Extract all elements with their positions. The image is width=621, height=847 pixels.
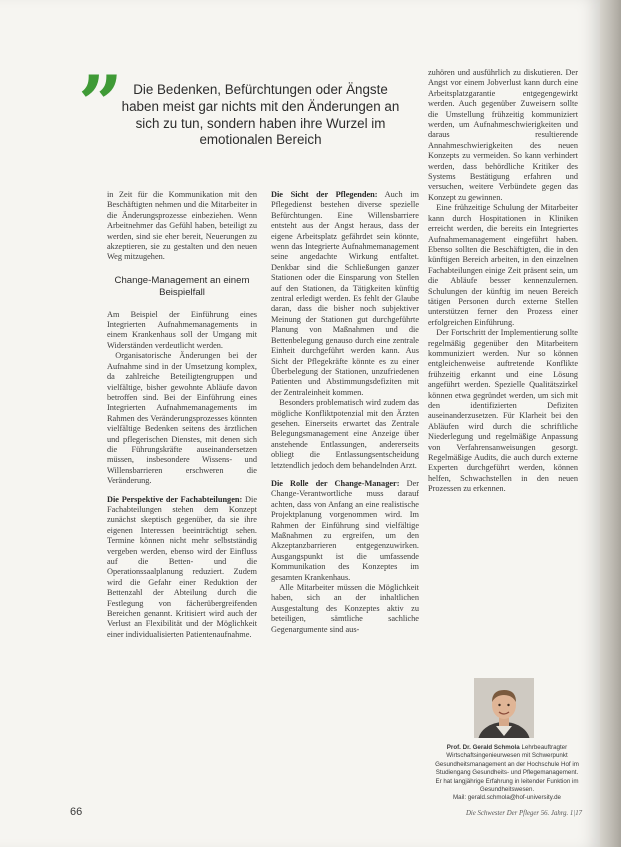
- author-email: Mail: gerald.schmola@hof-university.de: [453, 794, 561, 802]
- paragraph: zuhören und ausführlich zu diskutieren. Der Angst vor einem Jobverlust kann durch eine Arbeitsplatzgarantie entgegengewirkt werden. Auch gegenüber Zuweisern sollte die Umstellung frühzeitig kommuniziert werden, um Aufnahmeschwierigkeiten und daraus resultierende Annahmeschwierigkeiten des neuen Konzepts zu vermeiden. So kann verhindert werden, dass behördliche Kritiker des Systems Bestätigung erfahren und versuchen, weitere Verbündete gegen das Konzept zu gewinnen.: [428, 68, 578, 202]
- page-footer: Die Schwester Der Pfleger 56. Jahrg. 1|17: [465, 810, 582, 817]
- author-name: Prof. Dr. Gerald Schmola: [446, 744, 520, 751]
- author-portrait-icon: [474, 678, 534, 738]
- paragraph-lead: Die Sicht der Pflegenden:: [271, 190, 378, 199]
- quote-mark-icon: ”: [78, 59, 123, 150]
- paragraph: Alle Mitarbeiter müssen die Möglichkeit haben, sich an der inhaltlichen Ausgestaltung des Konzeptes aktiv zu beteiligen, sämtliche sachliche Gegenargumente sind aus-: [271, 583, 419, 634]
- page-number: 66: [70, 806, 83, 818]
- paragraph: in Zeit für die Kommunikation mit den Beschäftigten nehmen und die Mitarbeiter in die Änderungsprozesse einbeziehen. Wenn Arbeitnehmer das Gefühl haben, beteiligt zu werden, sind sie eher bereit, Neuerungen zu akzeptieren, sie zu gestalten und den neuen Weg mitzugehen.: [107, 190, 257, 262]
- paragraph: Die Rolle der Change-Manager: Der Change-Verantwortliche muss darauf achten, dass von Anfang an eine realistische Projektplanung vorgenommen wird. Im Rahmen der Einführung sind vielfältige Maßnahmen zu ergreifen, um den Akzeptanzbarrieren entgegenzuwirken. Ausgangspunkt ist die umfassende Kommunikation des Konzeptes im gesamten Krankenhaus.: [271, 478, 420, 582]
- text-column-1: [107, 190, 257, 640]
- paragraph: Die Perspektive der Fachabteilungen: Die Fachabteilungen stehen dem Konzept zunächst skeptisch gegenüber, da sie ihre eigenen Interessen beeinträchtigt sehen. Termine können nicht mehr selbstständig vergeben werden, ebenso wird der Einfluss auf die Betten- und die Operationssaalplanung reduziert. Zudem wird die Gefahr einer Reduktion der Bettenzahl der Abteilung durch die Festlegung von fächerübergreifenden Bereichen genannt. Kritisiert wird auch der Verlust an Flexibilität und der Möglichkeit einer individualisierten Patientenaufnahme.: [107, 494, 257, 639]
- paragraph: Am Beispiel der Einführung eines Integrierten Aufnahmemanagements in einem Krankenhaus soll der Umgang mit Widerständen verdeutlicht werden.: [107, 309, 257, 350]
- author-bio: Prof. Dr. Gerald Schmola Lehrbeauftragter Wirtschaftsingenieurwesen mit Schwerpunkt Gesundheitsmanagement an der Hochschule Hof im Studiengang Gesundheits- und Pflegemanagement. Er hat langjährige Erfahrung in leitender Funktion im Gesundheitswesen. Mail: gerald.schmola@hof-university.de: [435, 744, 579, 802]
- paragraph: Der Fortschritt der Implementierung sollte regelmäßig gegenüber den Mitarbeitern kommuniziert werden. Nur so können entgleichenweise auftretende Konflikte frühzeitig erkannt und eine Lösung angeführt werden. Spezielle Qualitätszirkel können etwa gegründet werden, um sich mit den identifizierten Defiziten auseinanderzusetzen. Für Klarheit bei den Abläufen wird durch die schriftliche Niederlegung und regelmäßige Anpassung von Verfahrensanweisungen gesorgt. Regelmäßige Audits, die auch durch externe Experten durchgeführt werden, können helfen, Schwachstellen in den neuen Prozessen zu erkennen.: [428, 328, 578, 494]
- paragraph: Besonders problematisch wird zudem das mögliche Konfliktpotenzial mit den Ärzten gesehen. Einerseits erwartet das Zentrale Belegungsmanagement eine Anzeige über anstehende Entlassungen, andererseits obliegt die Entlassungsentscheidung letztendlich jedoch dem behandelnden Arzt.: [271, 398, 419, 470]
- paragraph: Die Sicht der Pflegenden: Auch im Pflegedienst bestehen diverse spezielle Befürchtungen. Eine Willensbarriere entsteht aus der Angst heraus, dass der eigene Arbeitsplatz gefährdet sein könnte, wenn das Integrierte Aufnahmemanagement seine angedachte Wirkung entfaltet. Denkbar sind die Schließungen ganzer Stationen oder die Einsparung von Stellen auf den Stationen, da Tätigkeiten künftig zentral erledigt werden. Es fehlt der Glaube daran, dass die bisher noch subjektiver Meinung der Stationen gut durchgeführte Planung von Maßnahmen und die Bettenbelegung genauso durch eine zentrale Einheit durchgeführt werden kann. Aus Sicht der Pflegekräfte könnte es zu einer Überbelegung der Stationen, unzufriedenen Patienten und Abstimmungsdefiziten mit der Zentraleinheit kommen.: [271, 190, 419, 397]
- page-spine: [600, 0, 621, 847]
- author-photo: [474, 678, 534, 738]
- section-heading: Change-Management an einem Beispielfall: [114, 274, 250, 299]
- text-column-2: [271, 190, 419, 635]
- paragraph: Eine frühzeitige Schulung der Mitarbeiter kann durch Hospitationen in Kliniken erreicht werden, die bereits ein Integriertes Aufnahmemanagement eingeführt haben. Ebenso sollten die Beschäftigten, die in den künftigen Bereich arbeiten, in den einzelnen Fachabteilungen einige Zeit präsent sein, um die Abläufe besser kennenzulernen. Schulungen der künftig im neuen Bereich tätigen Personen durch externe Stellen unterstützen ferner den Prozess einer erfolgreichen Einführung.: [428, 203, 578, 327]
- paragraph-lead: Die Rolle der Change-Manager:: [271, 478, 400, 488]
- paragraph: Organisatorische Änderungen bei der Aufnahme sind in der Umsetzung komplex, da zahlreiche Beteiligtengruppen und vielfältige, bisher gewohnte Abläufe davon betroffen sind. Bei der Einführung eines Integrierten Aufnahmemanagements im Rahmen des Veränderungsprozesses könnten vielfältige Bedenken seitens des ärztlichen und pflegerischen Dienstes, mit denen sich die Führungskräfte auseinandersetzen müssen, insbesondere Wissens- und Willensbarrieren erschweren die Veränderung.: [107, 351, 257, 486]
- paragraph-lead: Die Perspektive der Fachabteilungen:: [107, 494, 243, 504]
- pull-quote: Die Bedenken, Befürchtungen oder Ängste haben meist gar nichts mit den Änderungen an sich zu tun, sondern haben ihre Wurzel im emotionalen Bereich: [121, 82, 400, 148]
- text-column-3: [428, 68, 578, 495]
